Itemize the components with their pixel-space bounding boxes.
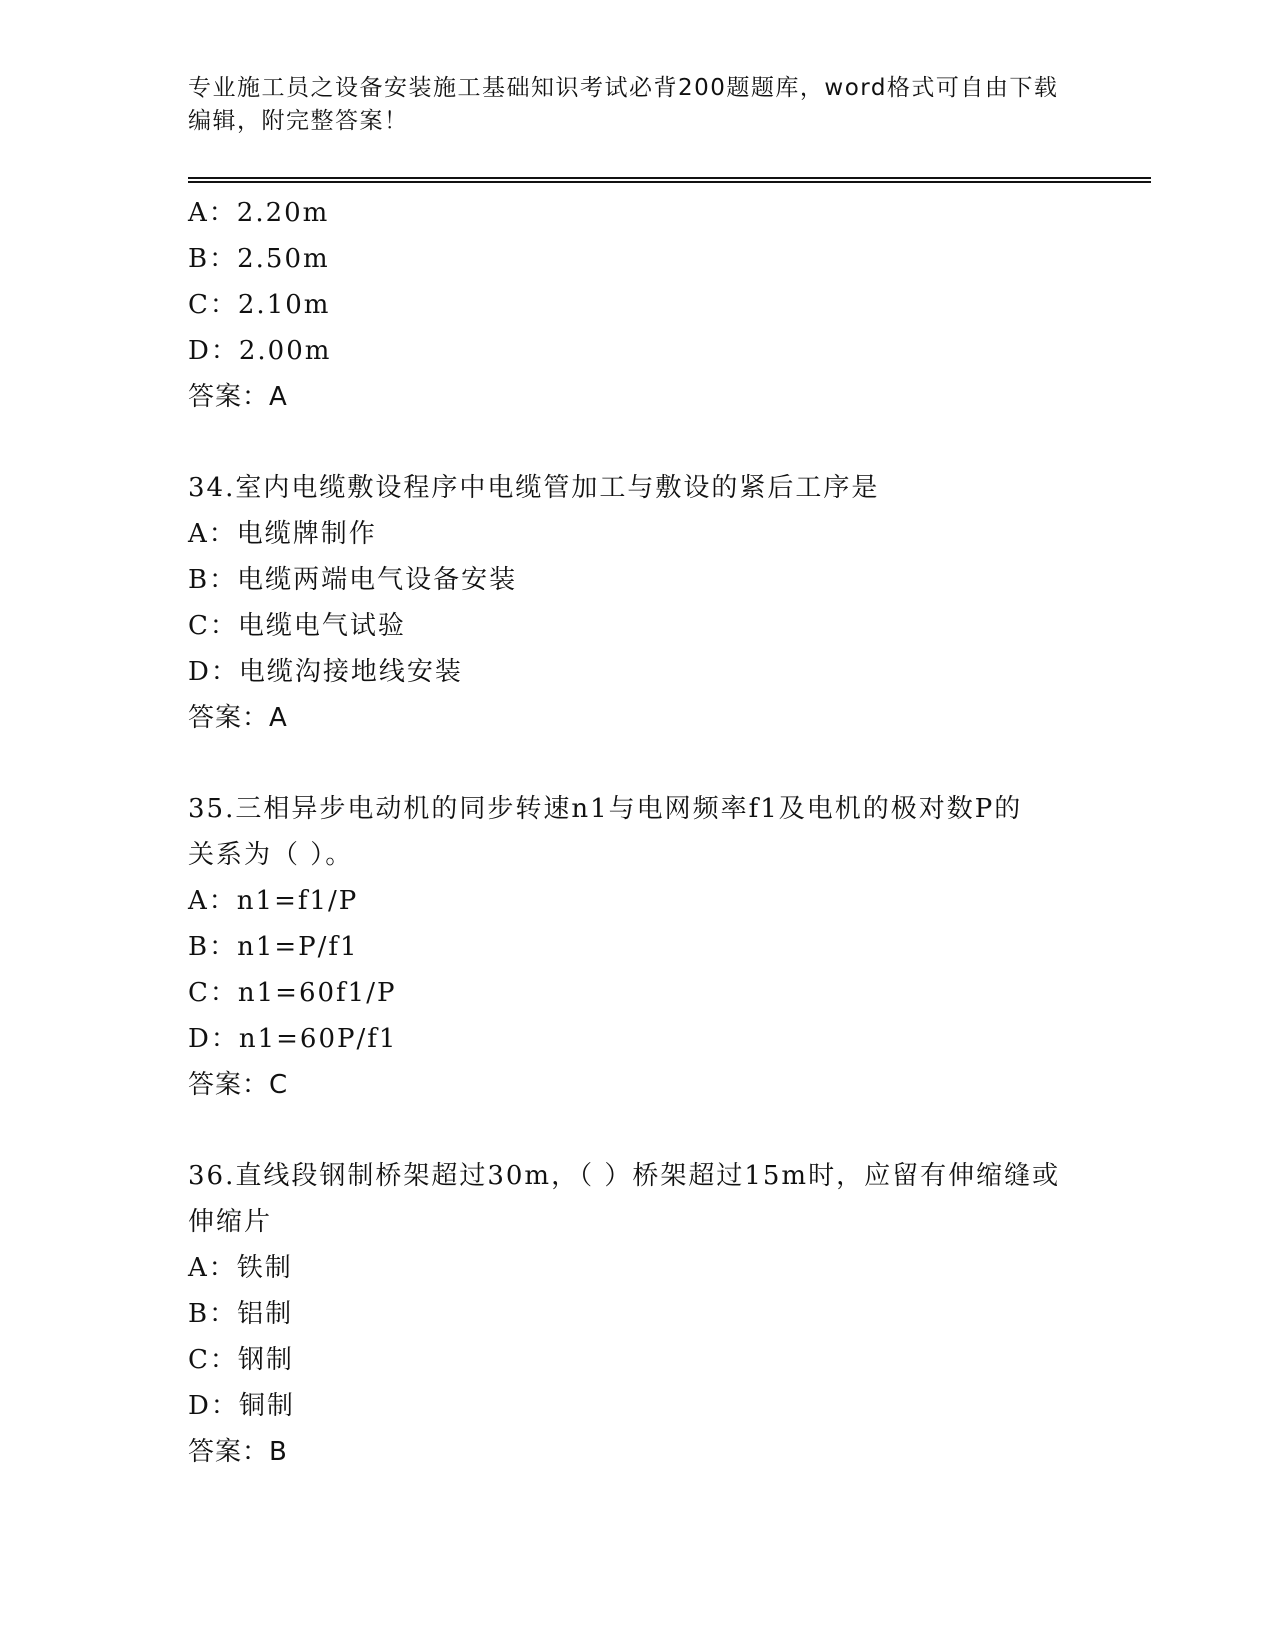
option-c: C：钢制	[188, 1345, 294, 1375]
header-line-2: 编辑，附完整答案！	[188, 108, 409, 134]
header-divider-top	[188, 177, 1151, 179]
option-d: D：铜制	[188, 1391, 295, 1421]
option-d: D：电缆沟接地线安装	[188, 657, 463, 687]
option-d: D：2.00m	[188, 336, 332, 366]
question-text-continued: 伸缩片	[188, 1207, 273, 1237]
answer-line: 答案：A	[188, 382, 288, 412]
question-list	[188, 190, 1088, 1475]
document-header	[188, 72, 1088, 138]
question-block-35	[188, 786, 1088, 1108]
header-line-1: 专业施工员之设备安装施工基础知识考试必背200题题库，word格式可自由下载	[188, 75, 1059, 101]
question-block-33	[188, 190, 1088, 420]
question-block-36	[188, 1153, 1088, 1475]
option-b: B：铝制	[188, 1299, 294, 1329]
option-a: A：n1=f1/P	[188, 886, 359, 916]
question-block-34	[188, 465, 1088, 741]
option-d: D：n1=60P/f1	[188, 1024, 398, 1054]
option-b: B：n1=P/f1	[188, 932, 359, 962]
question-text: 36.直线段钢制桥架超过30m，（ ）桥架超过15m时，应留有伸缩缝或	[188, 1161, 1061, 1191]
question-text: 35.三相异步电动机的同步转速n1与电网频率f1及电机的极对数P的	[188, 794, 1023, 824]
option-a: A：2.20m	[188, 198, 330, 228]
answer-line: 答案：A	[188, 703, 288, 733]
question-text-continued: 关系为（ ）。	[188, 840, 354, 870]
header-divider-bottom	[188, 181, 1151, 183]
option-c: C：n1=60f1/P	[188, 978, 397, 1008]
option-a: A：电缆牌制作	[188, 519, 377, 549]
answer-line: 答案：B	[188, 1437, 288, 1467]
spacer	[188, 741, 1088, 786]
spacer	[188, 1108, 1088, 1153]
spacer	[188, 420, 1088, 465]
option-b: B：2.50m	[188, 244, 330, 274]
option-a: A：铁制	[188, 1253, 293, 1283]
option-c: C：电缆电气试验	[188, 611, 406, 641]
option-c: C：2.10m	[188, 290, 331, 320]
option-b: B：电缆两端电气设备安装	[188, 565, 518, 595]
question-text: 34.室内电缆敷设程序中电缆管加工与敷设的紧后工序是	[188, 473, 880, 503]
answer-line: 答案：C	[188, 1070, 289, 1100]
